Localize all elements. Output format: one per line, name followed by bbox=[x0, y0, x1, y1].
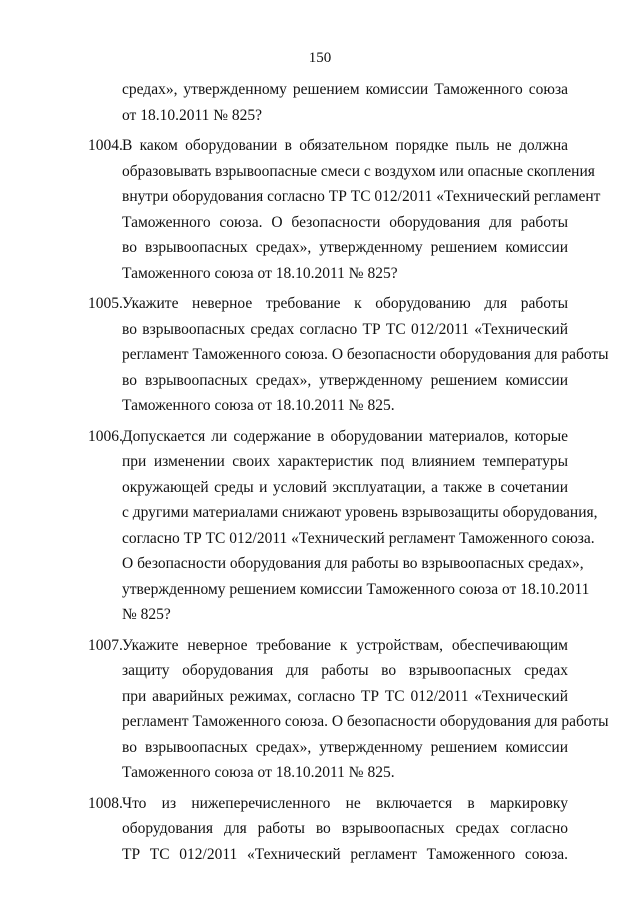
text-line: образовывать взрывоопасные смеси с воздухом или опасные скопления bbox=[122, 162, 595, 180]
text-line: Таможенного союза. О безопасности оборудования для работы bbox=[122, 213, 568, 231]
text-line: внутри оборудования согласно ТР ТС 012/2011 «Технический регламент bbox=[122, 188, 601, 205]
text-line: защиту оборудования для работы во взрывоопасных средах bbox=[122, 662, 568, 679]
text-line: В каком оборудовании в обязательном порядке пыль не должна bbox=[122, 137, 568, 154]
text-line: Укажите неверное требование к оборудованию для работы bbox=[122, 295, 568, 312]
text-line: во взрывоопасных средах», утвержденному решением комиссии bbox=[122, 738, 568, 756]
text-line: Что из нижеперечисленного не включается в маркировку bbox=[122, 794, 568, 812]
text-line: при аварийных режимах, согласно ТР ТС 012/2011 «Технический bbox=[122, 687, 568, 705]
text-line: Таможенного союза от 18.10.2011 № 825. bbox=[122, 397, 395, 414]
question-number: 1006. bbox=[88, 427, 123, 445]
text-line: Укажите неверное требование к устройствам, обеспечивающим bbox=[122, 636, 568, 654]
text-line: при изменении своих характеристик под влиянием температуры bbox=[122, 453, 568, 470]
question-number: 1004. bbox=[88, 137, 123, 154]
text-line: регламент Таможенного союза. О безопасности оборудования для работы bbox=[122, 713, 609, 730]
text-line: во взрывоопасных средах согласно ТР ТС 012/2011 «Технический bbox=[122, 320, 568, 338]
text-line: Таможенного союза от 18.10.2011 № 825? bbox=[122, 264, 398, 282]
text-line: окружающей среды и условий эксплуатации, а также в сочетании bbox=[122, 478, 568, 496]
question-number: 1008. bbox=[88, 794, 123, 812]
text-line: Допускается ли содержание в оборудовании материалов, которые bbox=[122, 427, 568, 445]
question-number: 1005. bbox=[88, 295, 123, 312]
text-line: регламент Таможенного союза. О безопасности оборудования для работы bbox=[122, 346, 609, 363]
text-line: с другими материалами снижают уровень взрывозащиты оборудования, bbox=[122, 504, 598, 521]
text-line: от 18.10.2011 № 825? bbox=[122, 106, 263, 124]
text-line: № 825? bbox=[122, 606, 171, 623]
text-line: Таможенного союза от 18.10.2011 № 825. bbox=[122, 764, 395, 781]
text-line: во взрывоопасных средах», утвержденному решением комиссии bbox=[122, 371, 568, 389]
text-line: во взрывоопасных средах», утвержденному решением комиссии bbox=[122, 239, 568, 256]
page-number: 150 bbox=[308, 50, 332, 66]
text-line: средах», утвержденному решением комиссии Таможенного союза bbox=[122, 81, 568, 98]
text-line: ТР ТС 012/2011 «Технический регламент Таможенного союза. bbox=[122, 845, 568, 863]
text-line: утвержденному решением комиссии Таможенного союза от 18.10.2011 bbox=[122, 580, 590, 598]
question-number: 1007. bbox=[88, 636, 123, 654]
text-line: оборудования для работы во взрывоопасных средах согласно bbox=[122, 820, 568, 837]
text-line: согласно ТР ТС 012/2011 «Технический регламент Таможенного союза. bbox=[122, 529, 595, 547]
text-line: О безопасности оборудования для работы во взрывоопасных средах», bbox=[122, 555, 584, 572]
